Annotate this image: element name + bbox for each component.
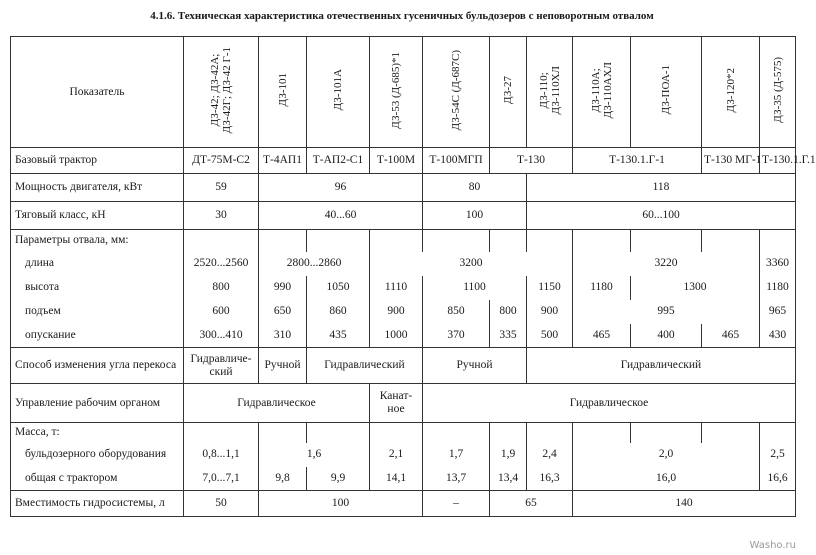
cell: 1,6 — [259, 443, 370, 467]
cell: 990 — [259, 276, 307, 300]
cell: 995 — [573, 300, 760, 324]
row-label: Базовый трактор — [11, 148, 184, 174]
cell: 2800...2860 — [259, 252, 370, 276]
cell: 40...60 — [259, 202, 423, 230]
cell: 60...100 — [527, 202, 796, 230]
cell: ДТ-75М-С2 — [184, 148, 259, 174]
cell: 1180 — [573, 276, 631, 300]
cell: 16,6 — [760, 467, 796, 491]
cell: 80 — [423, 174, 527, 202]
cell: 800 — [490, 300, 527, 324]
row-control — [11, 384, 796, 423]
cell: 2520...2560 — [184, 252, 259, 276]
cell: 13,4 — [490, 467, 527, 491]
cell: 1000 — [370, 324, 423, 348]
row-label: Тяговый класс, кН — [11, 202, 184, 230]
watermark: Washo.ru — [749, 540, 796, 551]
cell: Гидравличе- ский — [184, 348, 259, 384]
cell: 59 — [184, 174, 259, 202]
cell: Т-130.1.Г-1 — [573, 148, 702, 174]
cell: 96 — [259, 174, 423, 202]
cell: Т-130 МГ-1 — [702, 148, 760, 174]
cell: 650 — [259, 300, 307, 324]
cell: 0,8...1,1 — [184, 443, 259, 467]
header-indicator: Показатель — [11, 37, 184, 148]
row-label: бульдозерного оборудования — [11, 443, 184, 467]
cell: 850 — [423, 300, 490, 324]
cell: 300...410 — [184, 324, 259, 348]
cell: 860 — [307, 300, 370, 324]
cell: 310 — [259, 324, 307, 348]
cell: 1150 — [527, 276, 573, 300]
cell: 335 — [490, 324, 527, 348]
cell: 500 — [527, 324, 573, 348]
cell: Гидравлический — [527, 348, 796, 384]
cell: 900 — [527, 300, 573, 324]
cell: Гидравлический — [307, 348, 423, 384]
cell: Гидравлическое — [184, 384, 370, 423]
cell: 2,5 — [760, 443, 796, 467]
cell: 965 — [760, 300, 796, 324]
cell: 9,9 — [307, 467, 370, 491]
cell: 800 — [184, 276, 259, 300]
cell: 118 — [527, 174, 796, 202]
row-hydro — [11, 491, 796, 517]
header-model: ДЗ-120*2 — [702, 37, 760, 148]
row-mass-total — [11, 467, 796, 491]
cell: Т-100М — [370, 148, 423, 174]
header-model: ДЗ-42; ДЗ-42А; ДЗ-42Г; ДЗ-42 Г-1 — [184, 37, 259, 148]
header-model: ДЗ-27 — [490, 37, 527, 148]
row-tractor — [11, 148, 796, 174]
row-label: подъем — [11, 300, 184, 324]
cell: Т-100МГП — [423, 148, 490, 174]
cell: 1110 — [370, 276, 423, 300]
header-model: ДЗ-101А — [307, 37, 370, 148]
row-label: длина — [11, 252, 184, 276]
cell: 9,8 — [259, 467, 307, 491]
row-label: Способ изменения угла перекоса — [11, 348, 184, 384]
row-power — [11, 174, 796, 202]
row-label: Мощность двигателя, кВт — [11, 174, 184, 202]
cell: Канат- ное — [370, 384, 423, 423]
row-mass-header — [11, 423, 796, 443]
cell: 370 — [423, 324, 490, 348]
row-label: общая с трактором — [11, 467, 184, 491]
header-model: ДЗ-101 — [259, 37, 307, 148]
cell: 1,9 — [490, 443, 527, 467]
cell: 1050 — [307, 276, 370, 300]
row-label: Управление рабочим органом — [11, 384, 184, 423]
cell: 465 — [702, 324, 760, 348]
cell: 7,0...7,1 — [184, 467, 259, 491]
cell: 100 — [259, 491, 423, 517]
cell: 430 — [760, 324, 796, 348]
cell: 2,0 — [573, 443, 760, 467]
cell: 1300 — [631, 276, 760, 300]
row-label: Вместимость гидросистемы, л — [11, 491, 184, 517]
header-model: ДЗ-110; ДЗ-110ХЛ — [527, 37, 573, 148]
row-mass-equipment — [11, 443, 796, 467]
cell: 16,0 — [573, 467, 760, 491]
row-blade-length — [11, 252, 796, 276]
row-blade-lift — [11, 300, 796, 324]
cell: – — [423, 491, 490, 517]
header-model: ДЗ-110А; ДЗ-110АХЛ — [573, 37, 631, 148]
row-label: Масса, т: — [11, 423, 184, 443]
cell: Т-4АП1 — [259, 148, 307, 174]
header-row — [11, 37, 796, 148]
cell: Ручной — [423, 348, 527, 384]
cell: 2,4 — [527, 443, 573, 467]
cell: 465 — [573, 324, 631, 348]
cell: 1180 — [760, 276, 796, 300]
cell: 2,1 — [370, 443, 423, 467]
cell: 600 — [184, 300, 259, 324]
header-model: ДЗ-54С (Д-687С) — [423, 37, 490, 148]
cell: 1,7 — [423, 443, 490, 467]
header-model: ДЗ-53 (Д-685)*1 — [370, 37, 423, 148]
cell: 140 — [573, 491, 796, 517]
cell: 16,3 — [527, 467, 573, 491]
table-title: 4.1.6. Техническая характеристика отечественных гусеничных бульдозеров с неповоротным отвалом — [150, 10, 654, 22]
row-blade-height — [11, 276, 796, 300]
cell: 14,1 — [370, 467, 423, 491]
row-skew — [11, 348, 796, 384]
row-label: Параметры отвала, мм: — [11, 230, 184, 252]
cell: Т-130.1.Г.1 — [760, 148, 796, 174]
row-label: высота — [11, 276, 184, 300]
row-label: опускание — [11, 324, 184, 348]
cell: 50 — [184, 491, 259, 517]
row-traction — [11, 202, 796, 230]
header-model: ДЗ-ПОА-1 — [631, 37, 702, 148]
cell: 3200 — [370, 252, 573, 276]
cell: 3220 — [573, 252, 760, 276]
cell: Ручной — [259, 348, 307, 384]
cell: 65 — [490, 491, 573, 517]
cell: 1100 — [423, 276, 527, 300]
cell: 13,7 — [423, 467, 490, 491]
cell: 400 — [631, 324, 702, 348]
cell: 30 — [184, 202, 259, 230]
cell: Т-АП2-С1 — [307, 148, 370, 174]
row-blade-header — [11, 230, 796, 252]
cell: 435 — [307, 324, 370, 348]
spec-table — [10, 36, 816, 546]
cell: 900 — [370, 300, 423, 324]
header-model: ДЗ-35 (Д-575) — [760, 37, 796, 148]
cell: Гидравлическое — [423, 384, 796, 423]
row-blade-lower — [11, 324, 796, 348]
cell: 100 — [423, 202, 527, 230]
cell: 3360 — [760, 252, 796, 276]
cell: Т-130 — [490, 148, 573, 174]
